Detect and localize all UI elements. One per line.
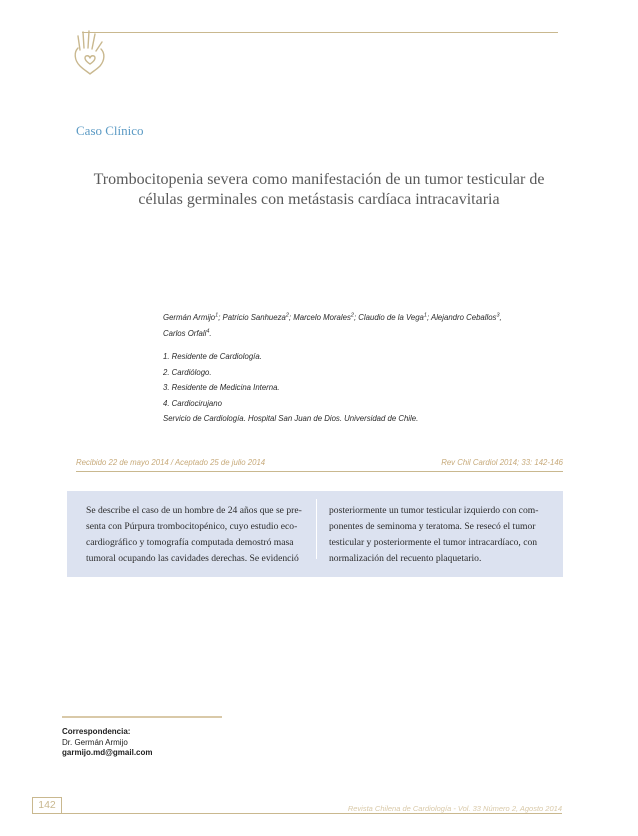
abstract-line: tumoral ocupando las cavidades derechas. Se evidenció (86, 553, 299, 564)
author-name: Marcelo Morales (293, 313, 351, 322)
meta-rule (76, 471, 563, 472)
journal-citation: Rev Chil Cardiol 2014; 33: 142-146 (441, 458, 563, 467)
author-list: Carlos Orfali$^4$. (163, 327, 212, 338)
correspondence (62, 727, 152, 759)
abstract-box (67, 491, 563, 577)
affiliation-item: 3. Residente de Medicina Interna. (163, 383, 280, 392)
author-name: Alejandro Ceballos (431, 313, 497, 322)
author-affiliation-mark: 1 (423, 312, 427, 319)
footer-rule (62, 813, 562, 814)
abstract-line: testicular y posteriormente el tumor intracardíaco, con (329, 537, 538, 548)
correspondence-name: Dr. Germán Armijo (62, 737, 128, 747)
abstract-line: cardiográfico y tomografía computada demostró masa (86, 537, 294, 548)
abstract-line: posteriormente un tumor testicular izquierdo con com- (329, 505, 539, 516)
affiliation-item: Servicio de Cardiología. Hospital San Juan de Dios. Universidad de Chile. (163, 414, 419, 423)
affiliation-item: 1. Residente de Cardiología. (163, 352, 262, 361)
section-label: Caso Clínico (76, 123, 144, 138)
hand-heart-logo-icon (70, 28, 110, 76)
page-number: 142 (32, 797, 62, 814)
author-name: Carlos Orfali (163, 328, 207, 338)
affiliation-item: 2. Cardiólogo. (163, 367, 212, 377)
author-name: Patricio Sanhueza (222, 313, 286, 322)
header-rule (82, 32, 558, 33)
received-dates: Recibido 22 de mayo 2014 / Aceptado 25 de julio 2014 (76, 458, 266, 467)
authors-block (163, 310, 543, 427)
abstract-line: ponentes de seminoma y teratoma. Se resecó el tumor (329, 521, 536, 532)
affiliation-item: 4. Cardiocirujano (163, 398, 222, 408)
author-list: Germán Armijo$^1$; Patricio Sanhueza$^2$; Marcelo Morales$^2$; Claudio de la Vega$^1$; Alejandro Ceballos$^3$, (163, 312, 502, 322)
abstract-line: Se describe el caso de un hombre de 24 años que se pre- (86, 505, 302, 516)
article-title (76, 170, 562, 210)
affiliations (163, 349, 543, 427)
author-affiliation-mark: 4 (206, 327, 210, 334)
abstract-line: senta con Púrpura trombocitopénico, cuyo estudio eco- (86, 521, 298, 532)
correspondence-email[interactable]: garmijo.md@gmail.com (62, 748, 153, 757)
article-title-line: Trombocitopenia severa como manifestación de un tumor testicular de (93, 171, 545, 188)
author-affiliation-mark: 3 (496, 312, 500, 319)
author-affiliation-mark: 1 (215, 312, 219, 319)
abstract-column-right (329, 503, 549, 567)
author-name: Claudio de la Vega (358, 313, 424, 322)
abstract-column-divider (316, 499, 317, 559)
author-affiliation-mark: 2 (285, 312, 289, 319)
abstract-column-left (86, 503, 306, 567)
article-title-line: células germinales con metástasis cardíaca intracavitaria (138, 191, 500, 208)
correspondence-heading: Correspondencia: (62, 727, 131, 736)
author-name: Germán Armijo (163, 313, 216, 322)
journal-footer: Revista Chilena de Cardiología - Vol. 33 Número 2, Agosto 2014 (347, 804, 562, 813)
author-affiliation-mark: 2 (350, 312, 354, 319)
abstract-line: normalización del recuento plaquetario. (329, 553, 482, 564)
correspondence-rule (62, 716, 222, 718)
